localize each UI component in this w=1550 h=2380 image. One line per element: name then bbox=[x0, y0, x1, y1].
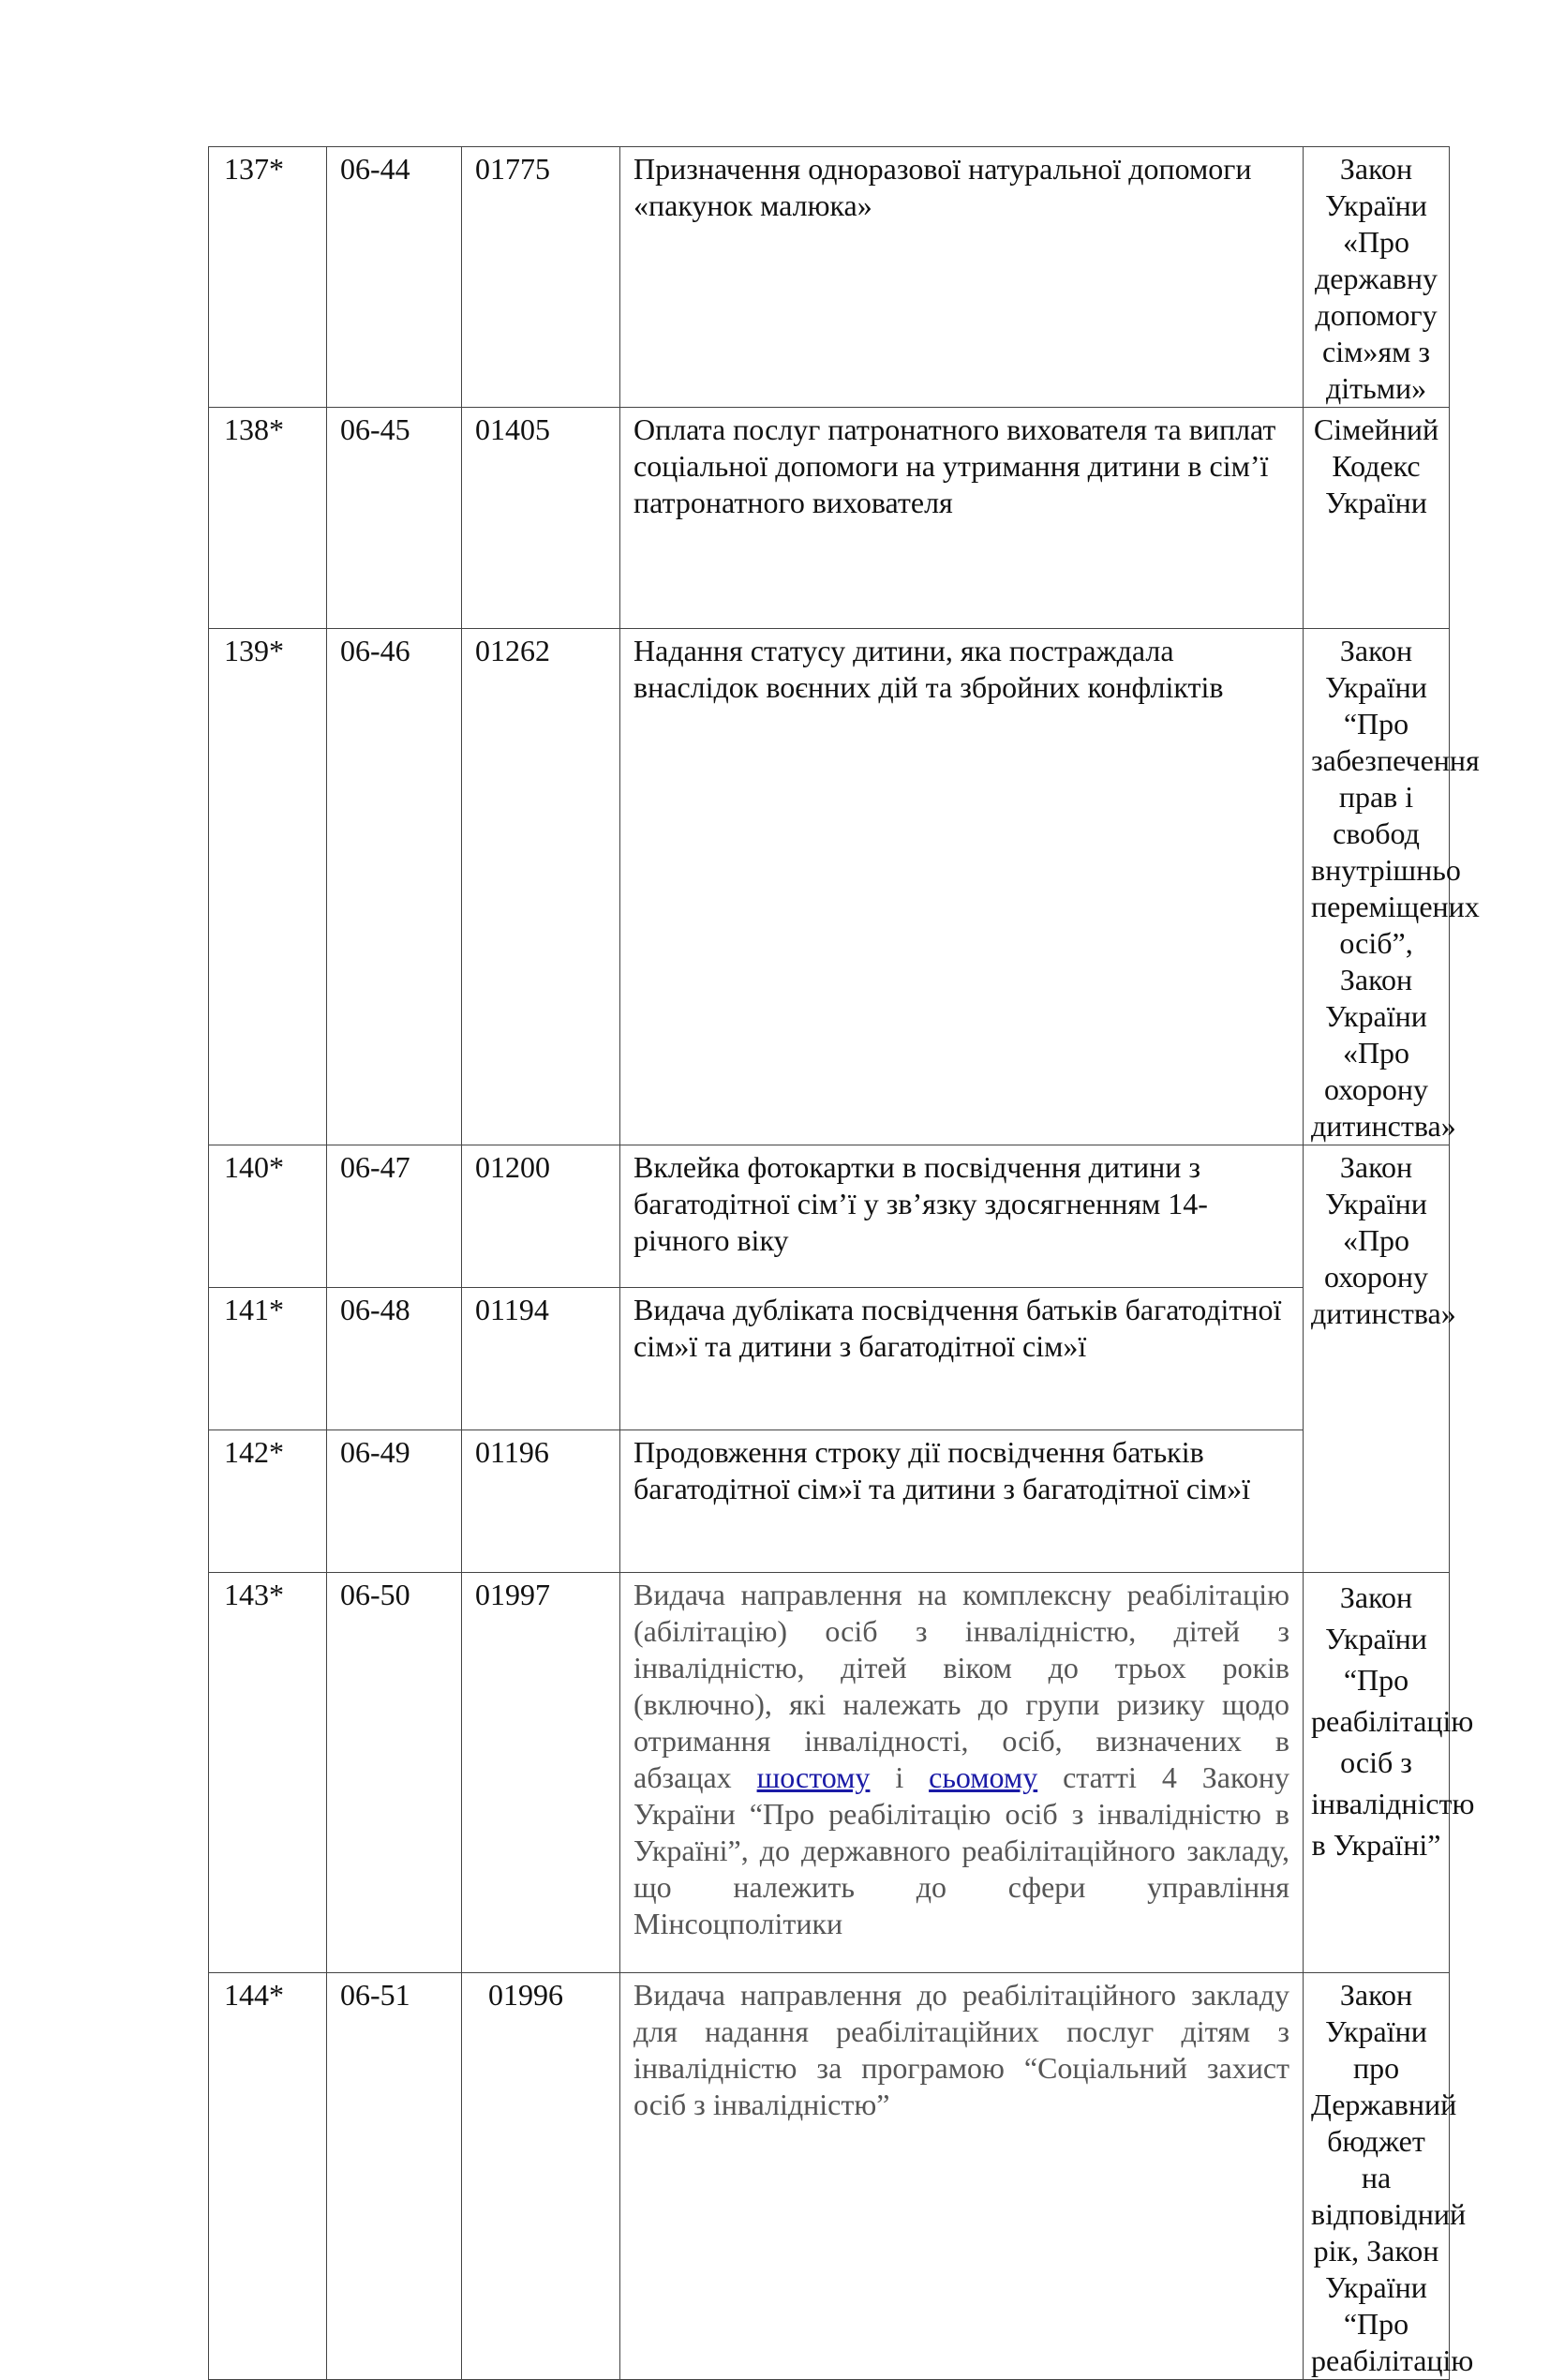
row-number: 144* bbox=[209, 1973, 327, 2380]
service-name: Призначення одноразової натуральної допомоги «пакунок малюка» bbox=[620, 147, 1304, 408]
table-row bbox=[209, 1573, 1450, 1973]
conjunction-text: і bbox=[895, 1760, 904, 1794]
row-number: 140* bbox=[209, 1145, 327, 1288]
row-number: 141* bbox=[209, 1288, 327, 1430]
legal-basis: Закон України “Про забезпечення прав і свобод внутрішньо переміщених осіб”, Закон України «Про охорону дитинства» bbox=[1304, 629, 1450, 1145]
row-number: 143* bbox=[209, 1573, 327, 1973]
service-id: 01996 bbox=[462, 1973, 620, 2380]
legal-basis: Закон України “Про реабілітацію осіб з інвалідністю в Україні” bbox=[1304, 1573, 1450, 1973]
table-row bbox=[209, 1288, 1450, 1430]
legal-basis: Сімейний Кодекс України bbox=[1304, 408, 1450, 629]
table-row bbox=[209, 408, 1450, 629]
table-row bbox=[209, 1430, 1450, 1573]
legal-basis: Закон України про Державний бюджет на відповідний рік, Закон України “Про реабілітацію bbox=[1304, 1973, 1450, 2380]
service-code: 06-51 bbox=[327, 1973, 462, 2380]
service-name: Надання статусу дитини, яка постраждала внаслідок воєнних дій та збройних конфліктів bbox=[620, 629, 1304, 1145]
service-code: 06-45 bbox=[327, 408, 462, 629]
service-name: Видача дубліката посвідчення батьків багатодітної сім»ї та дитини з багатодітної сім»ї bbox=[620, 1288, 1304, 1430]
row-number: 138* bbox=[209, 408, 327, 629]
service-id: 01997 bbox=[462, 1573, 620, 1973]
service-id: 01405 bbox=[462, 408, 620, 629]
service-name: Видача направлення до реабілітаційного закладу для надання реабілітаційних послуг дітям з інвалідністю за програмою “Соціальний захист осіб з інвалідністю” bbox=[620, 1973, 1304, 2380]
service-name-text: статті 4 Закону України “Про реабілітацію осіб з інвалідністю в Україні”, до державного реабілітаційного закладу, що належить до сфери управління Мінсоцполітики bbox=[633, 1760, 1289, 1940]
table-row bbox=[209, 629, 1450, 1145]
legal-basis: Закон України «Про охорону дитинства» bbox=[1304, 1145, 1450, 1573]
service-name-text: Видача направлення на комплексну реабілітацію (абілітацію) осіб з інвалідністю, дітей з інвалідністю, дітей віком до трьох років (включно), які належать до групи ризику щодо отримання інвалідності, осіб, визначених в абзацах bbox=[633, 1578, 1289, 1794]
service-code: 06-50 bbox=[327, 1573, 462, 1973]
service-code: 06-49 bbox=[327, 1430, 462, 1573]
service-name: Вклейка фотокартки в посвідчення дитини з багатодітної сім’ї у зв’язку здосягненням 14-річного віку bbox=[620, 1145, 1304, 1288]
service-code: 06-48 bbox=[327, 1288, 462, 1430]
service-id: 01194 bbox=[462, 1288, 620, 1430]
row-number: 139* bbox=[209, 629, 327, 1145]
service-code: 06-47 bbox=[327, 1145, 462, 1288]
table-row bbox=[209, 147, 1450, 408]
service-code: 06-44 bbox=[327, 147, 462, 408]
service-code: 06-46 bbox=[327, 629, 462, 1145]
service-name bbox=[620, 1573, 1304, 1973]
service-name: Оплата послуг патронатного вихователя та виплат соціальної допомоги на утримання дитини в сім’ї патронатного вихователя bbox=[620, 408, 1304, 629]
service-id: 01262 bbox=[462, 629, 620, 1145]
service-id: 01196 bbox=[462, 1430, 620, 1573]
table-row bbox=[209, 1145, 1450, 1288]
legal-basis: Закон України «Про державну допомогу сім»ям з дітьми» bbox=[1304, 147, 1450, 408]
row-number: 142* bbox=[209, 1430, 327, 1573]
service-id: 01200 bbox=[462, 1145, 620, 1288]
paragraph-six-link[interactable]: шостому bbox=[756, 1760, 871, 1794]
services-table bbox=[208, 146, 1480, 2380]
row-number: 137* bbox=[209, 147, 327, 408]
service-id: 01775 bbox=[462, 147, 620, 408]
paragraph-seven-link[interactable]: сьомому bbox=[929, 1760, 1038, 1794]
service-name: Продовження строку дії посвідчення батьків багатодітної сім»ї та дитини з багатодітної сім»ї bbox=[620, 1430, 1304, 1573]
table-row bbox=[209, 1973, 1450, 2380]
